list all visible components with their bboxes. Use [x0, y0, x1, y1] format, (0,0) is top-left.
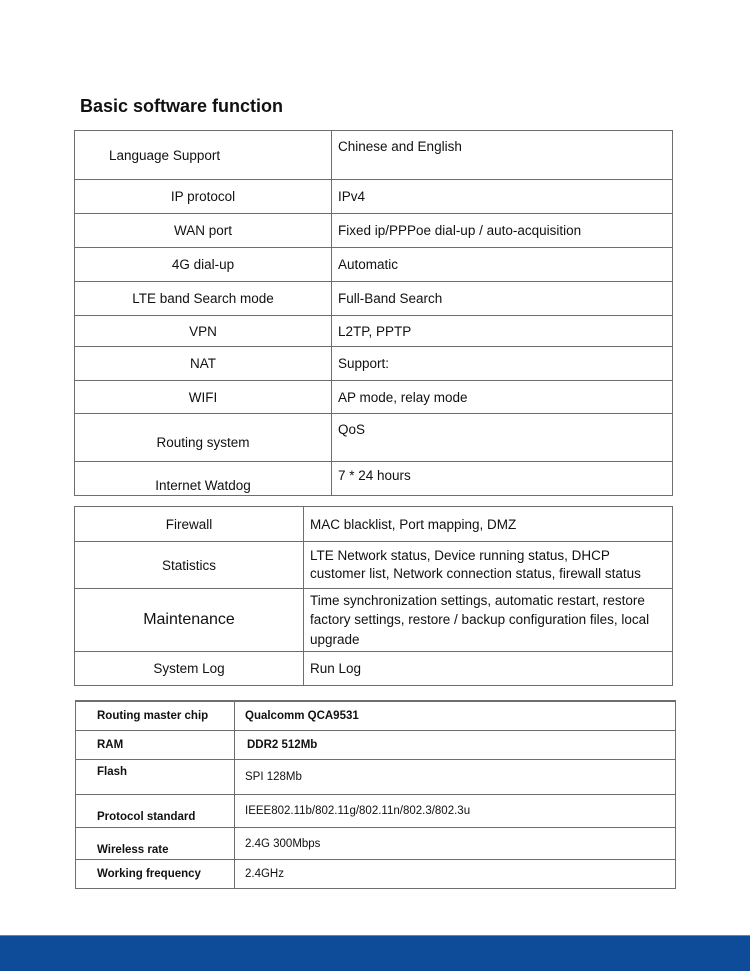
row-label: Firewall	[75, 507, 304, 542]
row-value: Full-Band Search	[332, 282, 673, 316]
table-row	[75, 462, 673, 496]
row-label: Routing system	[75, 414, 332, 462]
table-row	[75, 347, 673, 381]
row-label: RAM	[76, 731, 235, 760]
footer-bar	[0, 935, 750, 971]
row-label: Flash	[76, 760, 235, 795]
row-label: IP protocol	[75, 180, 332, 214]
table-row	[75, 589, 673, 652]
row-value: Time synchronization settings, automatic restart, restore factory settings, restore / backup configuration files, local upgrade	[304, 589, 673, 652]
row-value: SPI 128Mb	[235, 760, 676, 795]
table-row	[75, 131, 673, 180]
table-row	[75, 214, 673, 248]
table-row	[75, 282, 673, 316]
table-row	[75, 414, 673, 462]
row-label: Working frequency	[76, 860, 235, 889]
table-row	[76, 860, 676, 889]
table-row	[75, 507, 673, 542]
table-row	[75, 652, 673, 686]
row-label: WAN port	[75, 214, 332, 248]
software-function-table-1	[74, 130, 673, 496]
row-value: 2.4GHz	[235, 860, 676, 889]
row-label: Language Support	[75, 131, 332, 180]
section-title: Basic software function	[80, 96, 284, 116]
table-row	[76, 731, 676, 760]
table-row	[76, 760, 676, 795]
row-value: 2.4G 300Mbps	[235, 828, 676, 860]
row-value: Automatic	[332, 248, 673, 282]
row-value: IEEE802.11b/802.11g/802.11n/802.3/802.3u	[235, 795, 676, 828]
row-label: Wireless rate	[76, 828, 235, 860]
row-label: WIFI	[75, 381, 332, 414]
row-label: VPN	[75, 316, 332, 347]
table-row	[75, 180, 673, 214]
row-value: 7 * 24 hours	[332, 462, 673, 496]
row-label: NAT	[75, 347, 332, 381]
table-row	[76, 828, 676, 860]
row-label: 4G dial-up	[75, 248, 332, 282]
row-value: Chinese and English	[332, 131, 673, 180]
row-label: Protocol standard	[76, 795, 235, 828]
row-value: Support:	[332, 347, 673, 381]
row-value: AP mode, relay mode	[332, 381, 673, 414]
table-row	[75, 542, 673, 589]
row-value: LTE Network status, Device running status, DHCP customer list, Network connection status, firewall status	[304, 542, 673, 589]
row-value: Run Log	[304, 652, 673, 686]
row-value: IPv4	[332, 180, 673, 214]
row-value: DDR2 512Mb	[235, 731, 676, 760]
row-label: Internet Watdog	[75, 462, 332, 496]
row-label: Maintenance	[75, 589, 304, 652]
table-row	[75, 248, 673, 282]
row-value: Qualcomm QCA9531	[235, 701, 676, 731]
row-value: MAC blacklist, Port mapping, DMZ	[304, 507, 673, 542]
row-label: System Log	[75, 652, 304, 686]
row-label: LTE band Search mode	[75, 282, 332, 316]
row-value: QoS	[332, 414, 673, 462]
table-row	[76, 701, 676, 731]
row-label: Statistics	[75, 542, 304, 589]
row-value: Fixed ip/PPPoe dial-up / auto-acquisition	[332, 214, 673, 248]
software-function-table-2	[74, 506, 673, 686]
row-value: L2TP, PPTP	[332, 316, 673, 347]
table-row	[75, 316, 673, 347]
hardware-spec-table	[75, 700, 676, 889]
row-label: Routing master chip	[76, 701, 235, 731]
table-row	[75, 381, 673, 414]
table-row	[76, 795, 676, 828]
